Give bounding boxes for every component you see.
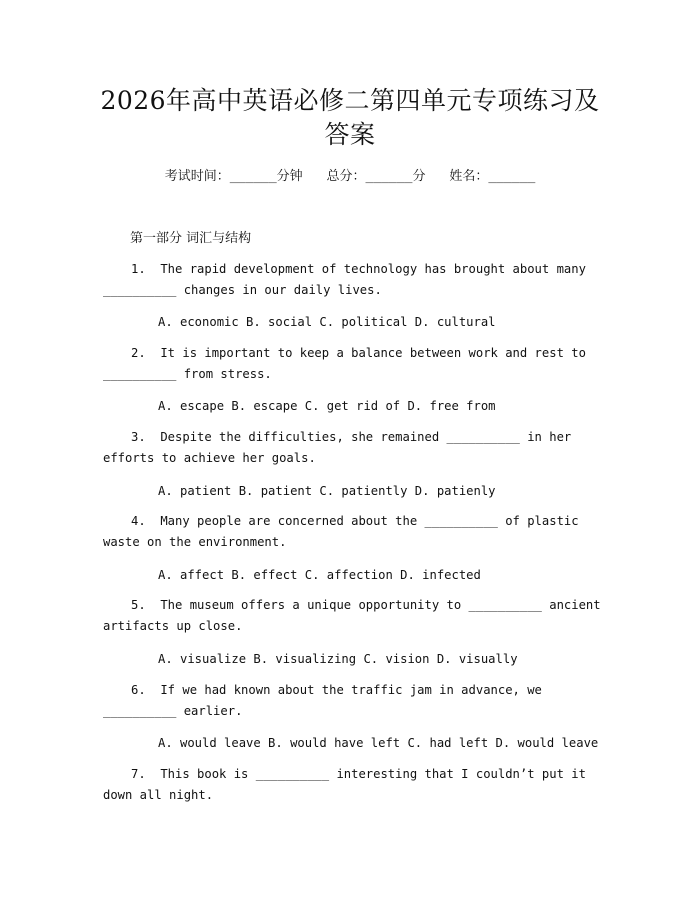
exam-name: 姓名：______ xyxy=(449,169,536,184)
question-2-options: A. escape B. escape C. get rid of D. free from xyxy=(158,399,496,413)
question-7: 7. This book is __________ interesting that I couldn’t put it down all night. xyxy=(103,767,594,802)
title-line-1: 2026年高中英语必修二第四单元专项练习及 xyxy=(100,86,600,115)
question-4-options: A. affect B. effect C. affection D. infected xyxy=(158,568,481,582)
question-1-options: A. economic B. social C. political D. cultural xyxy=(158,315,496,329)
exam-meta xyxy=(0,168,700,186)
document-title xyxy=(80,84,620,152)
question-2: 2. It is important to keep a balance between work and rest to __________ from stress. xyxy=(103,346,594,381)
title-line-2: 答案 xyxy=(324,120,376,149)
exam-score: 总分：______分 xyxy=(326,169,426,184)
question-6: 6. If we had known about the traffic jam in advance, we __________ earlier. xyxy=(103,683,550,718)
section-title: 第一部分 词汇与结构 xyxy=(130,231,252,246)
question-3: 3. Despite the difficulties, she remained __________ in her efforts to achieve her goals. xyxy=(103,430,579,465)
question-1: 1. The rapid development of technology has brought about many __________ changes in our daily lives. xyxy=(103,262,594,297)
question-3-options: A. patient B. patient C. patiently D. patienly xyxy=(158,484,496,498)
question-4: 4. Many people are concerned about the __________ of plastic waste on the environment. xyxy=(103,514,586,549)
question-5-options: A. visualize B. visualizing C. vision D. visually xyxy=(158,652,518,666)
question-6-options: A. would leave B. would have left C. had left D. would leave xyxy=(158,736,599,750)
question-5: 5. The museum offers a unique opportunity to __________ ancient artifacts up close. xyxy=(103,598,608,633)
exam-time: 考试时间：______分钟 xyxy=(164,169,303,184)
